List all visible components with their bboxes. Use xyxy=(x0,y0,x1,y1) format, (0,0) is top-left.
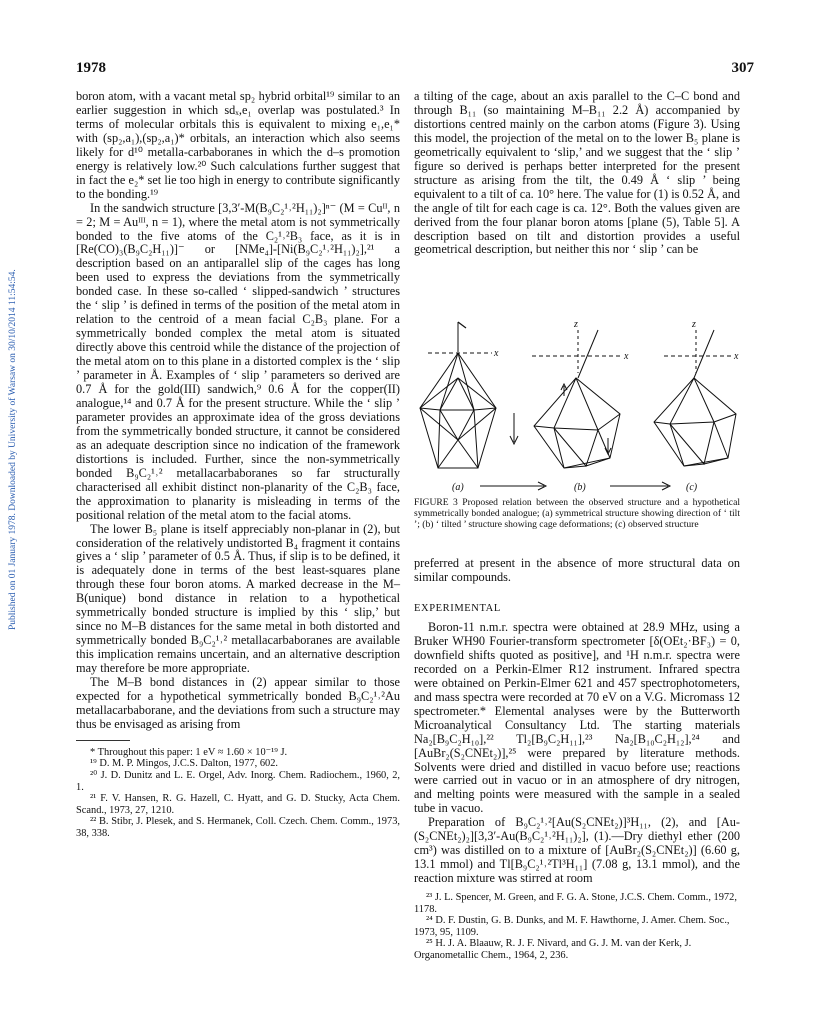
footnote: ²⁴ D. F. Dustin, G. B. Dunks, and M. F. Hawthorne, J. Amer. Chem. Soc., 1973, 95, 1109. xyxy=(414,915,730,938)
paragraph: a tilting of the cage, about an axis parallel to the C–C bond and through B₁₁ (so maintaining M–B₁₁ 2.2 Å) accompanied by distortions centred mainly on the carbon atoms (Figure 3). Using this model, the projection of the metal on to the lower B₅ plane is geometrically equivalent to ‘slip,’ and we suggest that the ‘ slip ’ figure so derived is perhaps better interpreted for the present structure as arising from the tilt, the 0.49 Å ‘ slip ’ being equivalent to a tilt of ca. 10° here. The value for (1) is 0.52 Å, and the angle of tilt for each cage is ca. 12°. Both the values given are derived from the four planar boron atoms [plane (5), Table 5]. A description based on tilt and distortion provides a useful geometrical description, but neither this nor ‘ slip ’ can be xyxy=(414,89,740,257)
figure-3-caption: FIGURE 3 Proposed relation between the observed structure and a hypothetical symmetrically bonded analogue; (a) symmetrical structure showing direction of ‘ tilt ’; (b) ‘ tilted ’ structure showing cage deformations; (c) observed structure xyxy=(414,497,740,530)
paragraph: Boron-11 n.m.r. spectra were obtained at 28.9 MHz, using a Bruker WH90 Fourier-transform spectrometer [δ(OEt₂·BF₃) = 0, downfield shifts quoted as positive], and ¹H n.m.r. spectra were recorded on a Perkin-Elmer R12 instrument. Infrared spectra were obtained on Perkin-Elmer 621 and 457 spectrophotometers, and mass spectra were recorded at 70 eV on a V.G. Micromass 12 spectrometer.* Elemental analyses were by the Butterworth Microanalytical Consultancy Ltd. The starting materials Na₂[B₉C₂H₁₀],²² Tl₂[B₉C₂H₁₁],²³ Na₂[B₁₀C₂H₁₂],²⁴ and [AuBr₂(S₂CNEt₂)],²⁵ were prepared by literature methods. Solvents were dried and distilled in vacuo before use; reactions were carried out in vacuo or in an atmosphere of dry nitrogen, and melting points were measured with the sample in a sealed tube in vacuo. xyxy=(414,620,740,816)
right-footnotes xyxy=(414,892,740,962)
footnote: ²¹ F. V. Hansen, R. G. Hazell, C. Hyatt, and G. D. Stucky, Acta Chem. Scand., 1973, 27, 1210. xyxy=(76,793,400,816)
download-notice xyxy=(6,200,20,630)
year-header: 1978 xyxy=(76,60,106,76)
experimental-heading: EXPERIMENTAL xyxy=(414,603,501,614)
paragraph: The M–B bond distances in (2) appear similar to those expected for a hypothetical symmetrically bonded B₉C₂¹˒²Au metallacarbaborane, and the deviations from such a structure may thus be envisaged as arising from xyxy=(76,675,400,731)
panel-label-b: (b) xyxy=(574,482,586,493)
experimental-section xyxy=(414,621,740,886)
right-column-after-figure xyxy=(414,557,740,585)
footnote: * Throughout this paper: 1 eV ≈ 1.60 × 10⁻¹⁹ J. xyxy=(90,746,288,758)
paragraph: Preparation of B₉C₂¹˒²[Au(S₂CNEt₂)]³H₁₁, (2), and [Au-(S₂CNEt₂)₂][3,3′-Au(B₉C₂¹˒²H₁₁)₂], (1).—Dry diethyl ether (200 cm³) was distilled on to a mixture of [AuBr₂(S₂CNEt₂)] (6.60 g, 13.1 mmol) and Tl[B₉C₂¹˒²Tl³H₁₁] (7.08 g, 13.1 mmol), and the reaction mixture was stirred at room xyxy=(414,815,740,886)
paragraph: In the sandwich structure [3,3′-M(B₉C₂¹˒²H₁₁)₂]ⁿ⁻ (M = Cuᴵᴵ, n = 2; M = Auᴵᴵᴵ, n = 1), where the metal atom is not symmetrically bonded to the five atoms of the C₂¹˒²B₃ face, as it is in [Re(CO)₃(B₉C₂H₁₁)]⁻ or [NMe₄]-[Ni(B₉C₂¹˒²H₁₁)₂],²¹ a description based on an antiparallel slip of the cages has long been used to express the deviations from the symmetrically bonded case. In these so-called ‘ slipped-sandwich ’ structures the ‘ slip ’ is defined in terms of the position of the metal atom in relation to the centroid of a mean facial C₂B₃ plane. For a symmetrically bonded complex the metal atom is situated directly above this centroid while the distance of the projection of the metal atom on to this plane in a distorted complex is the ‘ slip ’ parameter in Å. Examples of ‘ slip ’ parameters so derived are 0.7 Å for the gold(III) sandwich,⁹ 0.6 Å for the copper(II) analogue,¹⁴ and 0.7 Å for the present structure. While the ‘ slip ’ parameter provides an approximate idea of the gross deviations from the symmetrically bonded structure, it cannot be considered as an adequate description since no indication of the framework distortions is included. Further, since the non-symmetrically bonded B₉C₂¹˒² metallacarbaboranes so far structurally characterised all exhibit distinct non-planarity of the C₂B₃ face, the approximation to planarity is misleading in terms of the positional relation of the metal atom to the facial atoms. xyxy=(76,200,400,522)
footnote: ²³ J. L. Spencer, M. Green, and F. G. A. Stone, J.C.S. Chem. Comm., 1972, 1178. xyxy=(414,892,737,915)
axis-x-label-c: x xyxy=(734,351,739,362)
download-notice-text[interactable]: Published on 01 January 1978. Downloaded by University of Warsaw on 30/10/2014 11:54:54. xyxy=(8,269,18,630)
axis-z-label-c: z xyxy=(692,319,696,330)
panel-label-c: (c) xyxy=(686,482,698,493)
panel-a-cage xyxy=(420,322,496,468)
footnote-divider xyxy=(76,740,130,741)
panel-c-cage xyxy=(654,330,736,466)
right-column-intro xyxy=(414,90,740,257)
left-column xyxy=(76,90,400,840)
figure-3 xyxy=(414,318,744,494)
footnote: ²² B. Stibr, J. Plesek, and S. Hermanek, Coll. Czech. Chem. Comm., 1973, 38, 338. xyxy=(76,816,400,839)
axis-x-label-a: x xyxy=(494,348,499,359)
paragraph: The lower B₅ plane is itself appreciably non-planar in (2), but consideration of the relatively undistorted B₄ fragment it contains gives a ‘ slip ’ parameter of 0.5 Å. Thus, if slip is to be defined, it is adequately done in terms of the best least-squares plane through these four boron atoms. A marked decrease in the M–B(unique) bond distance in relation to a hypothetical symmetrically bonded structure is implied by this ‘ slip,’ but since no M–B distances for the same metal in both distorted and symmetrically bonded B₉C₂¹˒² metallacarbaboranes are available this implication remains uncertain, and an alternative description may therefore be more appropriate. xyxy=(76,521,400,676)
figure-3-diagram xyxy=(414,318,744,494)
paragraph: boron atom, with a vacant metal sp₂ hybrid orbital¹⁹ similar to an earlier suggestion in which sdₓ,e₁ overlap was postulated.³ In terms of molecular orbitals this is equivalent to mixing e₁,e₁* with (sp₂,a₁),(sp₂,a₁)* orbitals, an interaction which also seems likely for d¹⁰ metalla-carbaboranes in which the d–s promotion energy is relatively low.²⁰ Such calculations further suggest that in fact the e₂* set lie too high in energy to contribute significantly to the bonding.¹⁹ xyxy=(76,89,400,201)
axis-x-label-b: x xyxy=(624,351,629,362)
panel-label-a: (a) xyxy=(452,482,464,493)
footnote: ²⁵ H. J. A. Blaauw, R. J. F. Nivard, and G. J. M. van der Kerk, J. Organometallic Chem., 1964, 2, 236. xyxy=(414,938,692,961)
footnote: ¹⁹ D. M. P. Mingos, J.C.S. Dalton, 1977, 602. xyxy=(90,758,279,770)
footnote: ²⁰ J. D. Dunitz and L. E. Orgel, Adv. Inorg. Chem. Radiochem., 1960, 2, 1. xyxy=(76,770,400,793)
panel-b-cage xyxy=(532,330,622,468)
paragraph: preferred at present in the absence of more structural data on similar compounds. xyxy=(414,556,740,584)
page-number: 307 xyxy=(731,60,754,76)
axis-z-label-b: z xyxy=(574,319,578,330)
